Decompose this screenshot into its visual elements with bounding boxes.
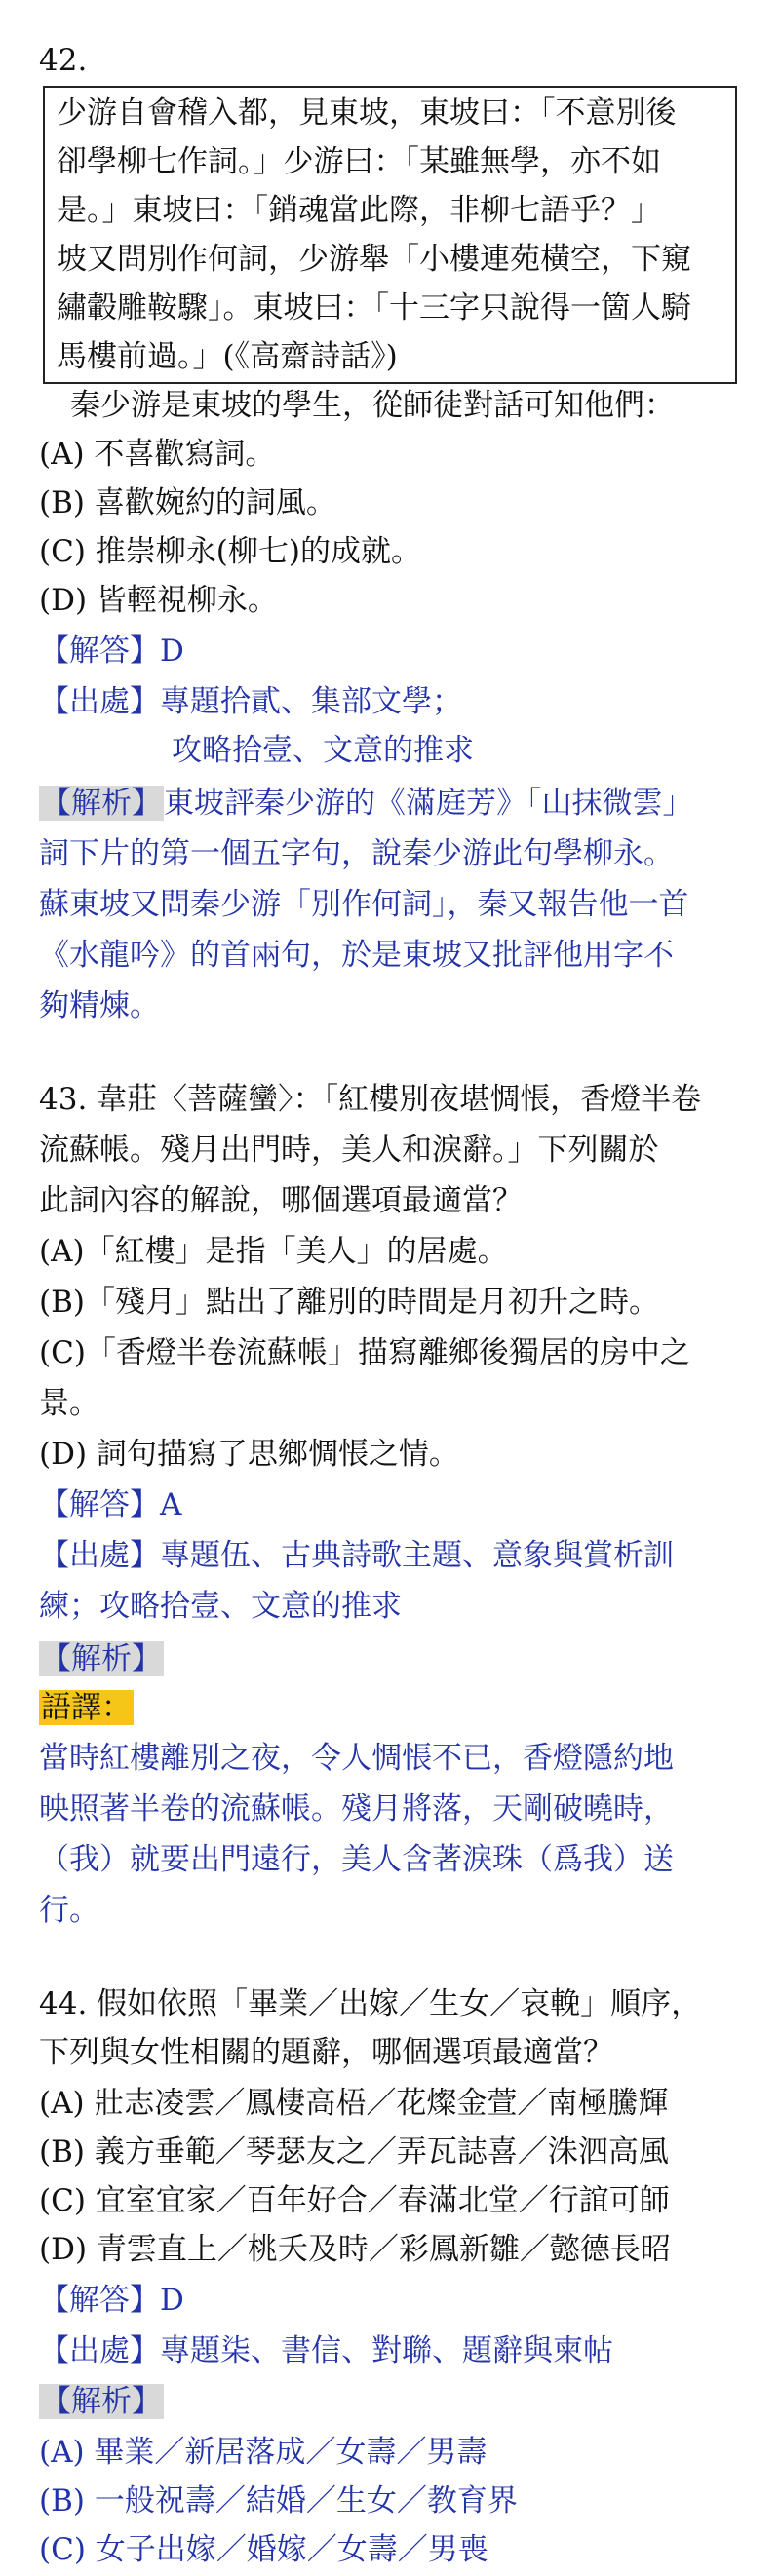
source-line: 攻略拾壹、文意的推求 <box>172 733 474 768</box>
analysis-text: 詞下片的第一個五字句，說秦少游此句學柳永。 <box>39 836 674 871</box>
question-stem: 下列與女性相關的題辭，哪個選項最適當？ <box>39 2035 613 2070</box>
option-d: (D) 皆輕視柳永。 <box>39 583 278 618</box>
question-stem: 43. 韋莊〈菩薩蠻〉：「紅樓別夜堪惆悵，香燈半卷 <box>39 1082 702 1117</box>
analysis-row <box>39 2382 164 2421</box>
translation-text: 行。 <box>39 1893 99 1928</box>
question-stem: 此詞內容的解說，哪個選項最適當？ <box>39 1183 523 1218</box>
passage-line: 卻學柳七作詞。」少游曰：「某雖無學，亦不如 <box>57 144 661 179</box>
translation-text: 映照著半卷的流蘇帳。殘月將落，天剛破曉時， <box>39 1791 674 1826</box>
analysis-tag: 【解析】 <box>41 2384 162 2419</box>
analysis-text: 《水龍吟》的首兩句，於是東坡又批評他用字不 <box>39 938 674 973</box>
answer: 【解答】D <box>39 2283 184 2318</box>
passage-line: 繡轂雕鞍驟」。東坡曰：「十三字只說得一箇人騎 <box>57 290 691 326</box>
passage-line: 馬樓前過。」(《高齋詩話》) <box>57 339 398 374</box>
source-line: 練；攻略拾壹、文意的推求 <box>39 1589 402 1624</box>
question-stem: 44. 假如依照「畢業／出嫁／生女／哀輓」順序， <box>39 1986 702 2021</box>
analysis-text: 東坡評秦少游的《滿庭芳》「山抹微雲」 <box>164 786 693 821</box>
source-line: 【出處】專題伍、古典詩歌主題、意象與賞析訓 <box>39 1538 674 1573</box>
option-a: (A)「紅樓」是指「美人」的居處。 <box>39 1234 508 1269</box>
analysis-tag: 【解析】 <box>41 1641 162 1676</box>
option-a: (A) 壯志凌雲／鳳棲高梧／花燦金萱／南極騰輝 <box>39 2086 669 2121</box>
answer: 【解答】D <box>39 634 184 669</box>
translation-text: 當時紅樓離別之夜，令人惆悵不已，香燈隱約地 <box>39 1741 674 1776</box>
passage-line: 是。」東坡曰：「銷魂當此際，非柳七語乎？」 <box>57 193 661 228</box>
question-number: 42. <box>39 43 88 78</box>
option-c: (C) 宜室宜家／百年好合／春滿北堂／行誼可師 <box>39 2183 670 2218</box>
analysis-text: 夠精煉。 <box>39 988 160 1023</box>
option-b: (B)「殘月」點出了離別的時間是月初升之時。 <box>39 1285 659 1320</box>
translation-row <box>39 1688 134 1727</box>
option-a: (A) 不喜歡寫詞。 <box>39 437 276 472</box>
option-d: (D) 詞句描寫了思鄉惆悵之情。 <box>39 1437 459 1472</box>
source-line: 【出處】專題柒、書信、對聯、題辭與柬帖 <box>39 2333 613 2368</box>
passage-line: 少游自會稽入都，見東坡，東坡曰：「不意別後 <box>57 96 677 131</box>
translation-tag: 語譯： <box>41 1690 132 1725</box>
analysis-row <box>39 784 693 823</box>
analysis-tag: 【解析】 <box>41 786 162 821</box>
option-b: (B) 義方垂範／琴瑟友之／弄瓦誌喜／洙泗高風 <box>39 2134 669 2170</box>
analysis-row <box>39 1639 164 1678</box>
analysis-text: (A) 畢業／新居落成／女壽／男壽 <box>39 2435 488 2470</box>
option-c-continued: 景。 <box>39 1386 99 1421</box>
analysis-text: (B) 一般祝壽／結婚／生女／教育界 <box>39 2483 518 2518</box>
translation-text: （我）就要出門遠行，美人含著淚珠（爲我）送 <box>39 1842 674 1877</box>
passage-line: 坡又問別作何詞，少游舉「小樓連苑橫空，下窺 <box>57 242 691 277</box>
analysis-text: 蘇東坡又問秦少游「別作何詞」，秦又報告他一首 <box>39 887 689 922</box>
option-c: (C) 推崇柳永(柳七)的成就。 <box>39 534 421 569</box>
option-b: (B) 喜歡婉約的詞風。 <box>39 485 336 520</box>
question-stem: 流蘇帳。殘月出門時，美人和淚辭。」下列關於 <box>39 1133 659 1168</box>
option-d: (D) 青雲直上／桃夭及時／彩鳳新雛／懿德長昭 <box>39 2232 671 2267</box>
question-stem: 秦少游是東坡的學生，從師徒對話可知他們： <box>70 388 675 423</box>
option-c: (C)「香燈半卷流蘇帳」描寫離鄉後獨居的房中之 <box>39 1335 690 1370</box>
answer: 【解答】A <box>39 1487 182 1522</box>
analysis-text: (C) 女子出嫁／婚嫁／女壽／男喪 <box>39 2532 488 2567</box>
source-line: 【出處】專題拾貳、集部文學； <box>39 684 462 719</box>
